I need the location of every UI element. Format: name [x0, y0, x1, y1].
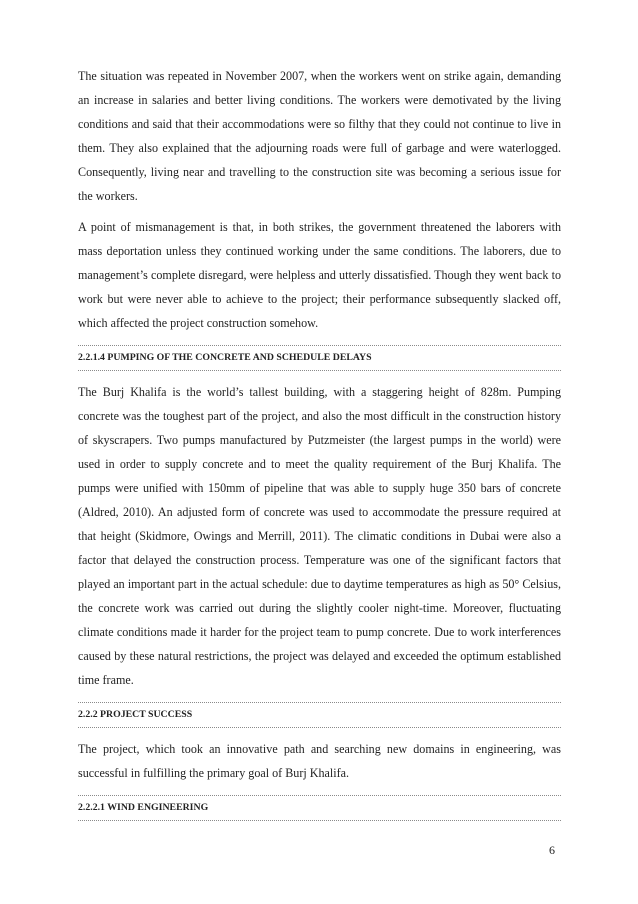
paragraph-mismanagement: A point of mismanagement is that, in both strikes, the government threatened the laborers with mass deportation unless they continued working under the same conditions. The laborers, due to management’s complete disregard, were helpless and utterly dissatisfied. Though they went back to work but were never able to achieve to the project; their performance subsequently slacked off, which affected the project construction somehow.: [78, 220, 561, 330]
paragraph-strike-november-2007: The situation was repeated in November 2007, when the workers went on strike again, demanding an increase in salaries and better living conditions. The workers were demotivated by the living conditions and said that their accommodations were so filthy that they could not continue to live in them. They also explained that the adjourning roads were full of garbage and were waterlogged. Consequently, living near and travelling to the construction site was becoming a serious issue for the workers.: [78, 69, 561, 203]
page-number: 6: [549, 843, 555, 857]
paragraph-project-success: The project, which took an innovative path and searching new domains in engineering, was successful in fulfilling the primary goal of Burj Khalifa.: [78, 742, 561, 780]
document-body: [78, 64, 561, 821]
paragraph-pumping-concrete: The Burj Khalifa is the world’s tallest building, with a staggering height of 828m. Pumping concrete was the toughest part of the project, and also the most difficult in the construction history of skyscrapers. Two pumps manufactured by Putzmeister (the largest pumps in the world) were used in order to supply concrete and to meet the quality requirement of the Burj Khalifa. The pumps were unified with 150mm of pipeline that was able to supply huge 350 bars of concrete (Aldred, 2010). An adjusted form of concrete was used to accommodate the pressure required at that height (Skidmore, Owings and Merrill, 2011). The climatic conditions in Dubai were also a factor that delayed the construction process. Temperature was one of the significant factors that played an important part in the actual schedule: due to daytime temperatures as high as 50° Celsius, the concrete work was carried out during the slightly cooler night-time. Moreover, fluctuating climate conditions made it harder for the project team to pump concrete. Due to work interferences caused by these natural restrictions, the project was delayed and exceeded the optimum established time frame.: [78, 385, 561, 687]
heading-project-success: 2.2.2 PROJECT SUCCESS: [78, 702, 561, 728]
heading-pumping-concrete-schedule-delays: 2.2.1.4 PUMPING OF THE CONCRETE AND SCHEDULE DELAYS: [78, 345, 561, 371]
heading-wind-engineering: 2.2.2.1 WIND ENGINEERING: [78, 795, 561, 821]
